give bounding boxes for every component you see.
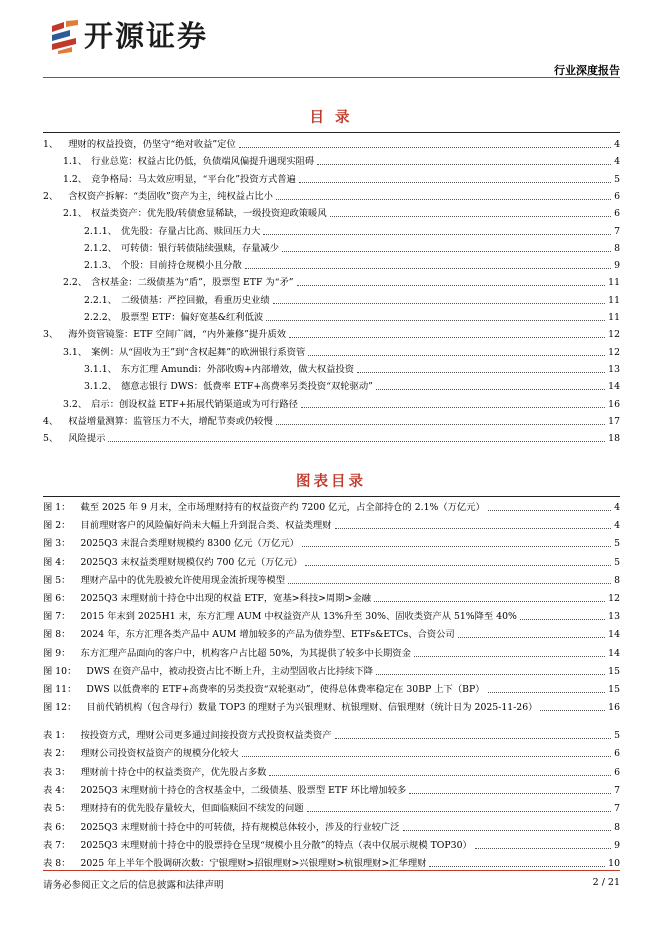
dot-leader xyxy=(299,182,611,183)
dot-leader xyxy=(414,656,605,657)
company-logo-icon xyxy=(50,20,80,54)
entry-page: 16 xyxy=(608,702,620,714)
entry-page: 12 xyxy=(608,329,620,341)
dot-leader xyxy=(276,424,605,425)
toc-entry[interactable] xyxy=(43,137,620,152)
entry-page: 11 xyxy=(608,277,620,289)
entry-page: 12 xyxy=(608,346,620,358)
table-entry[interactable] xyxy=(43,838,620,853)
entry-page: 12 xyxy=(608,593,620,604)
entry-page: 5 xyxy=(614,173,620,185)
footer-divider xyxy=(43,870,620,871)
entry-page: 4 xyxy=(614,502,620,513)
figure-entry[interactable] xyxy=(43,500,620,515)
entry-text: 优先股：存量占比高、赎回压力大 xyxy=(120,225,261,237)
entry-number: 3.1、 xyxy=(63,346,88,358)
entry-number: 5、 xyxy=(43,433,59,445)
toc-entry[interactable] xyxy=(43,258,620,273)
entry-text: 二级债基：严控回撤，看重历史业绩 xyxy=(120,294,270,306)
entry-text: 理财公司投资权益资产的规模分化较大 xyxy=(80,748,239,760)
report-type-label: 行业深度报告 xyxy=(554,64,620,77)
entry-page: 18 xyxy=(608,433,620,445)
dot-leader xyxy=(245,268,611,269)
toc-entry[interactable] xyxy=(43,310,620,325)
dot-leader xyxy=(305,565,611,566)
table-entry[interactable] xyxy=(43,728,620,743)
dot-leader xyxy=(376,674,605,675)
figure-entry[interactable] xyxy=(43,627,620,642)
entry-text: 启示：创设权益 ETF+拓展代销渠道或为可行路径 xyxy=(91,398,298,410)
toc-entry[interactable] xyxy=(43,241,620,256)
toc-entry[interactable] xyxy=(43,327,620,342)
dot-leader xyxy=(376,389,605,390)
dot-leader xyxy=(301,407,605,408)
dot-leader xyxy=(409,793,611,794)
figure-entry[interactable] xyxy=(43,518,620,533)
dot-leader xyxy=(242,756,612,757)
dot-leader xyxy=(239,147,611,148)
entry-text: 理财持有的优先股存量较大，但面临赎回不续发的问题 xyxy=(80,803,304,815)
figure-entry[interactable] xyxy=(43,591,620,606)
dot-leader xyxy=(429,866,605,867)
dot-leader xyxy=(317,164,611,165)
entry-number: 表 5： xyxy=(43,803,71,815)
dot-leader xyxy=(269,775,611,776)
entry-number: 3.1.2、 xyxy=(84,381,117,393)
entry-page: 6 xyxy=(614,748,620,760)
entry-page: 14 xyxy=(608,647,620,659)
entry-page: 15 xyxy=(608,665,620,677)
entry-page: 11 xyxy=(608,294,620,306)
entry-page: 6 xyxy=(614,766,620,778)
entry-number: 图 2： xyxy=(43,520,71,532)
table-entry[interactable] xyxy=(43,783,620,798)
entry-page: 6 xyxy=(614,190,620,202)
entry-page: 15 xyxy=(608,684,620,695)
entry-number: 1.1、 xyxy=(63,156,88,168)
dot-leader xyxy=(289,337,605,338)
entry-number: 图 4： xyxy=(43,556,71,568)
entry-number: 表 4： xyxy=(43,784,71,796)
entry-text: DWS 以低费率的 ETF+高费率的另类投资“双轮驱动”，使得总体费率稳定在 30BP 上下（BP） xyxy=(86,684,485,695)
entry-text: 2015 年末到 2025H1 末，东方汇理 AUM 中权益资产从 13%升至 30%、固收类资产从 51%降至 40% xyxy=(80,611,517,623)
entry-page: 16 xyxy=(608,398,620,410)
dot-leader xyxy=(520,619,605,620)
entry-number: 表 8： xyxy=(43,858,71,870)
toc-entry[interactable] xyxy=(43,414,620,429)
entry-text: 2025Q3 末理财前十持仓中的股票持仓呈现“规模小且分散”的特点（表中仅展示规模 TOP30） xyxy=(80,839,472,851)
entry-text: 目前理财客户的风险偏好尚未大幅上升到混合类、权益类理财 xyxy=(80,520,332,532)
entry-number: 2.1.2、 xyxy=(84,242,117,254)
entry-page: 9 xyxy=(614,839,620,851)
dot-leader xyxy=(403,830,612,831)
dot-leader xyxy=(273,303,605,304)
figure-entry[interactable] xyxy=(43,573,620,588)
dot-leader xyxy=(374,601,605,602)
entry-text: 目前代销机构（包含母行）数量 TOP3 的理财子为兴银理财、杭银理财、信银理财（统计日为 2025-11-26） xyxy=(86,702,538,714)
entry-page: 7 xyxy=(614,803,620,815)
toc-entry[interactable] xyxy=(43,293,620,308)
entry-number: 图 11： xyxy=(43,684,77,695)
entry-page: 8 xyxy=(614,574,620,586)
dot-leader xyxy=(263,234,611,235)
entry-text: 理财前十持仓中的权益类资产，优先股占多数 xyxy=(80,766,267,778)
toc-entry[interactable] xyxy=(43,224,620,239)
entry-number: 表 6： xyxy=(43,821,71,833)
entry-text: 权益增量测算：监管压力不大，增配节奏或仍较慢 xyxy=(68,415,273,427)
toc-entry[interactable] xyxy=(43,154,620,169)
toc-entry[interactable] xyxy=(43,379,620,394)
entry-page: 4 xyxy=(614,520,620,532)
entry-text: 2025Q3 末混合类理财规模约 8300 亿元（万亿元） xyxy=(80,538,299,550)
entry-text: 2025Q3 末权益类理财规模仅约 700 亿元（万亿元） xyxy=(80,556,303,568)
toc-entry[interactable] xyxy=(43,172,620,187)
entry-number: 表 2： xyxy=(43,748,71,760)
dot-leader xyxy=(307,811,611,812)
entry-number: 2.1、 xyxy=(63,208,88,220)
entry-text: 2025Q3 末理财前十持仓的含权基金中，二级债基、股票型 ETF 环比增加较多 xyxy=(80,784,407,796)
entry-page: 5 xyxy=(614,538,620,550)
dot-leader xyxy=(282,251,611,252)
entry-page: 14 xyxy=(608,381,620,393)
dot-leader xyxy=(276,199,611,200)
dot-leader xyxy=(335,528,612,529)
entry-number: 图 5： xyxy=(43,574,71,586)
entry-number: 图 8： xyxy=(43,629,71,641)
entry-number: 图 9： xyxy=(43,647,71,659)
dot-leader xyxy=(357,372,605,373)
entry-number: 2.2.2、 xyxy=(84,312,117,323)
entry-page: 5 xyxy=(614,730,620,741)
entry-text: 个股：目前持仓规模小且分散 xyxy=(120,260,242,272)
footer-disclaimer: 请务必参阅正文之后的信息披露和法律声明 xyxy=(43,880,224,891)
entry-number: 1.2、 xyxy=(63,173,88,185)
entry-text: 德意志银行 DWS：低费率 ETF+高费率另类投资“双轮驱动” xyxy=(120,381,373,393)
dot-leader xyxy=(288,583,611,584)
entry-number: 2.2、 xyxy=(63,277,88,289)
dot-leader xyxy=(302,546,611,547)
table-entry[interactable] xyxy=(43,856,620,871)
figure-entry[interactable] xyxy=(43,646,620,661)
dot-leader xyxy=(330,216,611,217)
dot-leader xyxy=(488,692,606,693)
entry-text: DWS 在资产品中，被动投资占比不断上升，主动型固收占比持续下降 xyxy=(86,665,374,677)
entry-number: 图 7： xyxy=(43,611,71,623)
entry-number: 2.2.1、 xyxy=(84,294,117,306)
entry-number: 2.1.3、 xyxy=(84,260,117,272)
entry-text: 2024 年，东方汇理各类产品中 AUM 增加较多的产品为债券型、ETFs&ETCs、合资公司 xyxy=(80,629,455,641)
entry-text: 东方汇理产品面向的客户中，机构客户占比超 50%，为其提供了较多中长期资金 xyxy=(80,647,411,659)
toc-entry[interactable] xyxy=(43,189,620,204)
toc-entry[interactable] xyxy=(43,397,620,412)
toc-entry[interactable] xyxy=(43,431,620,446)
entry-page: 8 xyxy=(614,242,620,254)
dot-leader xyxy=(488,510,611,511)
entry-page: 7 xyxy=(614,225,620,237)
toc-entry[interactable] xyxy=(43,206,620,221)
entry-page: 5 xyxy=(614,556,620,568)
dot-leader xyxy=(475,848,611,849)
entry-text: 股票型 ETF：偏好宽基&红利低波 xyxy=(120,312,264,323)
entry-text: 理财的权益投资，仍坚守“绝对收益”定位 xyxy=(68,139,236,150)
entry-page: 17 xyxy=(608,415,620,427)
figure-entry[interactable] xyxy=(43,664,620,679)
entry-number: 表 7： xyxy=(43,839,71,851)
toc-title: 目 录 xyxy=(309,110,353,126)
entry-page: 10 xyxy=(608,858,620,870)
dot-leader xyxy=(540,710,605,711)
toc-entry[interactable] xyxy=(43,362,620,377)
entry-page: 9 xyxy=(614,260,620,272)
entry-text: 可转债：银行转债陆续强赎，存量减少 xyxy=(120,242,280,254)
entry-number: 图 10： xyxy=(43,665,77,677)
dot-leader xyxy=(108,441,605,442)
entry-number: 2.1.1、 xyxy=(84,225,117,237)
entry-page: 11 xyxy=(608,312,620,323)
entry-number: 图 6： xyxy=(43,593,71,604)
entry-page: 13 xyxy=(608,363,620,375)
entry-number: 3.1.1、 xyxy=(84,363,117,375)
entry-number: 4、 xyxy=(43,415,59,427)
toc-entry[interactable] xyxy=(43,345,620,360)
entry-page: 8 xyxy=(614,821,620,833)
table-entry[interactable] xyxy=(43,820,620,835)
entry-page: 4 xyxy=(614,139,620,150)
dot-leader xyxy=(308,355,605,356)
entry-text: 行业总览：权益占比仍低，负债端风偏提升遇现实阻碍 xyxy=(91,156,315,168)
table-entry[interactable] xyxy=(43,801,620,816)
entry-page: 13 xyxy=(608,611,620,623)
entry-text: 按投资方式，理财公司更多通过间接投资方式投资权益类资产 xyxy=(80,730,332,741)
company-name: 开源证券 xyxy=(84,19,209,53)
dot-leader xyxy=(266,320,605,321)
figure-entry[interactable] xyxy=(43,700,620,715)
page-indicator: 2 / 21 xyxy=(592,877,620,888)
entry-text: 2025Q3 末理财前十持仓中出现的权益 ETF，宽基>科技>周期>金融 xyxy=(80,593,371,604)
figure-entry[interactable] xyxy=(43,555,620,570)
entry-text: 2025Q3 末理财前十持仓中的可转债，持有规模总体较小，涉及的行业较广泛 xyxy=(80,821,400,833)
entry-number: 表 3： xyxy=(43,766,71,778)
dot-leader xyxy=(335,738,612,739)
entry-text: 竞争格局：马太效应明显，“平台化”投资方式普遍 xyxy=(91,173,296,185)
entry-page: 14 xyxy=(608,629,620,641)
entry-number: 表 1： xyxy=(43,730,71,741)
entry-number: 3、 xyxy=(43,329,59,341)
entry-text: 含权资产拆解：“类固收”资产为主，纯权益占比小 xyxy=(68,190,273,202)
entry-page: 6 xyxy=(614,208,620,220)
table-entry[interactable] xyxy=(43,765,620,780)
entry-number: 1、 xyxy=(43,139,59,150)
entry-text: 风险提示 xyxy=(68,433,106,445)
entry-text: 截至 2025 年 9 月末，全市场理财持有的权益资产约 7200 亿元，占全部持仓的 2.1%（万亿元） xyxy=(80,502,485,513)
entry-text: 含权基金：二级债基为“盾”，股票型 ETF 为“矛” xyxy=(91,277,294,289)
lof-title-divider xyxy=(43,496,620,497)
entry-text: 2025 年上半年个股调研次数：宁银理财>招银理财>兴银理财>杭银理财>汇华理财 xyxy=(80,858,427,870)
lof-title: 图表目录 xyxy=(296,474,366,490)
entry-text: 理财产品中的优先股被允许使用现金流折现等模型 xyxy=(80,574,286,586)
entry-page: 4 xyxy=(614,156,620,168)
figure-entry[interactable] xyxy=(43,682,620,697)
dot-leader xyxy=(458,637,605,638)
table-entry[interactable] xyxy=(43,746,620,761)
entry-page: 7 xyxy=(614,784,620,796)
entry-number: 2、 xyxy=(43,190,59,202)
entry-number: 图 12： xyxy=(43,702,77,714)
header-divider xyxy=(43,77,620,78)
figure-entry[interactable] xyxy=(43,609,620,624)
toc-title-divider xyxy=(43,132,620,133)
entry-number: 3.2、 xyxy=(63,398,88,410)
entry-text: 东方汇理 Amundi：外部收购+内部增效，做大权益投资 xyxy=(120,363,355,375)
entry-number: 图 3： xyxy=(43,538,71,550)
toc-entry[interactable] xyxy=(43,275,620,290)
figure-entry[interactable] xyxy=(43,536,620,551)
dot-leader xyxy=(297,285,606,286)
entry-text: 案例：从“固收为王”到“含权起舞”的欧洲银行系资管 xyxy=(91,346,306,358)
entry-text: 海外资管镜鉴：ETF 空间广阔，“内外兼修”提升质效 xyxy=(68,329,287,341)
entry-number: 图 1： xyxy=(43,502,71,513)
entry-text: 权益类资产：优先股/转债愈显稀缺，一级投资迎政策暖风 xyxy=(91,208,327,220)
